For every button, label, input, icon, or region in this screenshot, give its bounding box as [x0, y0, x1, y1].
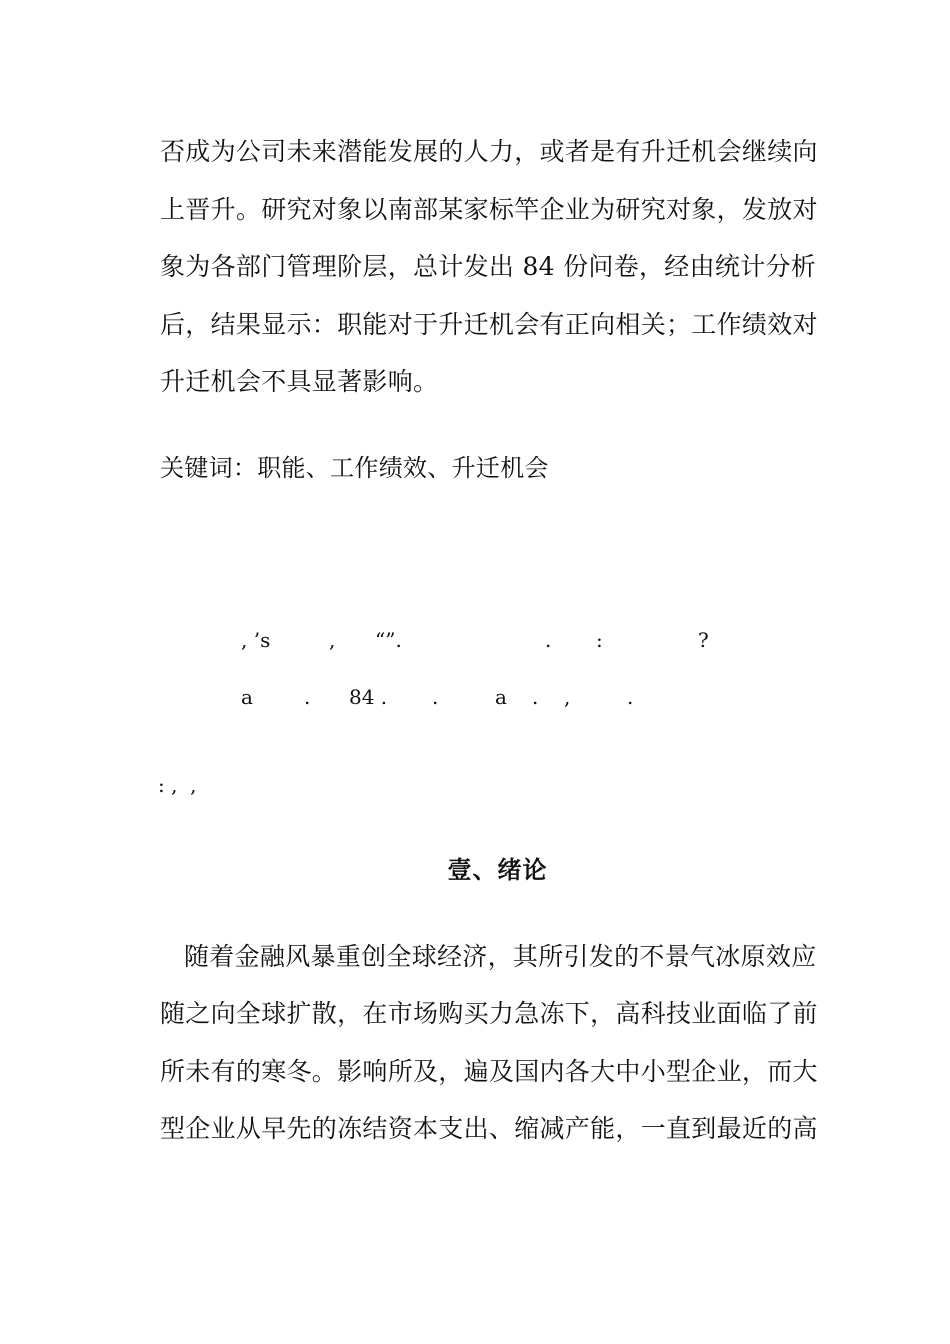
abstract-line: 否成为公司未来潜能发展的人力，或者是有升迁机会继续向: [160, 137, 818, 166]
abstract-en-fragment: ?: [698, 628, 709, 652]
section-heading: 壹、绪论: [447, 855, 548, 884]
abstract-en-fragment: .: [432, 685, 439, 709]
abstract-en-fragment: , ’s: [241, 628, 271, 652]
abstract-en-fragment: .: [545, 628, 552, 652]
abstract-en-fragment: ,: [329, 628, 336, 652]
body-line: 随着金融风暴重创全球经济，其所引发的不景气冰原效应: [184, 942, 817, 971]
abstract-en-fragment: .: [627, 685, 634, 709]
abstract-line: 上晋升。研究对象以南部某家标竿企业为研究对象，发放对: [160, 195, 818, 224]
abstract-en-fragment: .: [532, 685, 539, 709]
abstract-en-fragment: .: [304, 685, 311, 709]
body-line: 随之向全球扩散，在市场购买力急冻下，高科技业面临了前: [160, 999, 818, 1028]
abstract-en-fragment: 84 .: [349, 685, 388, 709]
keywords-chinese: 关键词：职能、工作绩效、升迁机会: [160, 454, 549, 482]
body-line: 所未有的寒冬。影响所及，遍及国内各大中小型企业，而大: [160, 1057, 818, 1086]
abstract-en-fragment: a: [241, 685, 253, 709]
abstract-line: 象为各部门管理阶层，总计发出 84 份问卷，经由统计分析: [160, 252, 817, 281]
abstract-en-fragment: ,: [564, 685, 571, 709]
abstract-en-fragment: :: [596, 628, 603, 652]
abstract-en-fragment: “”.: [375, 628, 402, 652]
body-line: 型企业从早先的冻结资本支出、缩减产能，一直到最近的高: [160, 1114, 818, 1143]
abstract-line: 升迁机会不具显著影响。: [160, 367, 439, 396]
abstract-line: 后，结果显示：职能对于升迁机会有正向相关；工作绩效对: [160, 310, 818, 339]
abstract-en-fragment: a: [495, 685, 507, 709]
keywords-english: : , ,: [158, 773, 197, 797]
